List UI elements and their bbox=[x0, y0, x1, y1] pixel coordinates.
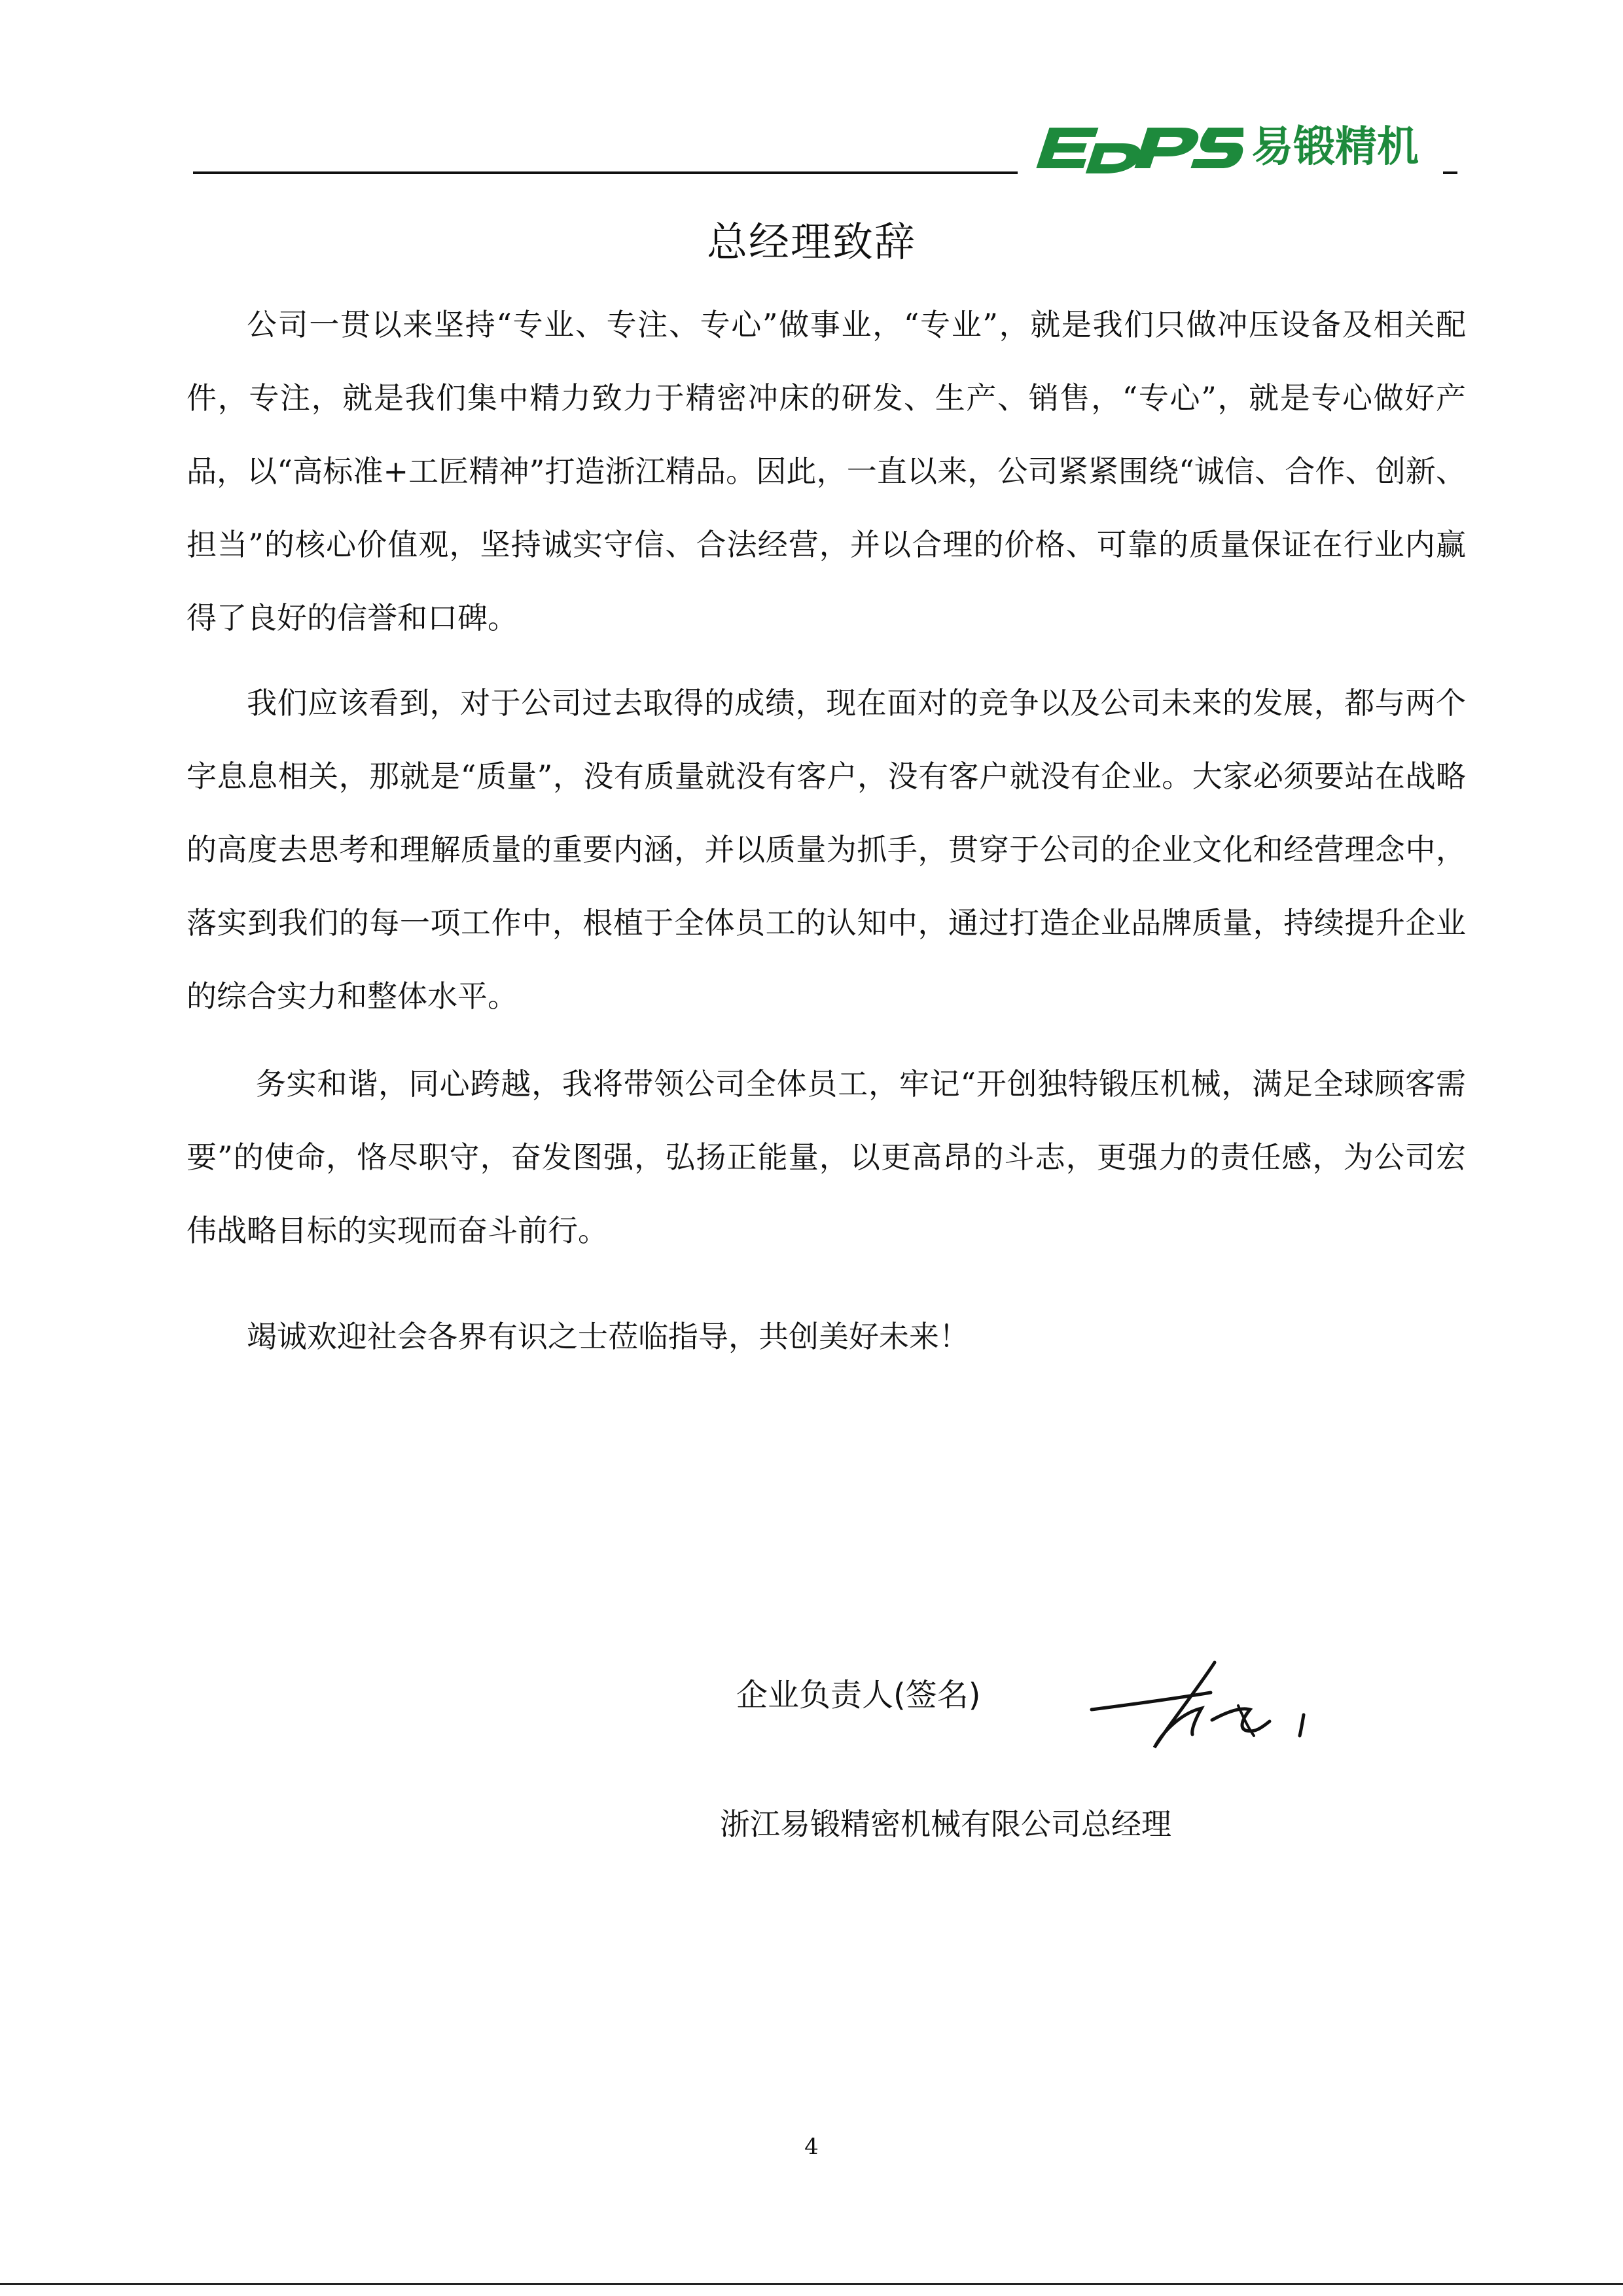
page-title: 总经理致辞 bbox=[706, 218, 916, 266]
letter-body bbox=[187, 288, 1466, 1373]
handwritten-signature bbox=[1086, 1649, 1322, 1754]
header-rule bbox=[193, 171, 1018, 174]
paragraph-4: 竭诚欢迎社会各界有识之士莅临指导，共创美好未来！ bbox=[247, 1319, 969, 1354]
paragraph-3: 务实和谐，同心跨越，我将带领公司全体员工，牢记“开创独特锻压机械，满足全球顾客需要”的使命，恪尽职守，奋发图强，弘扬正能量，以更高昂的斗志，更强力的责任感，为公司宏伟战略目标的实现而奋斗前行。 bbox=[187, 1066, 1466, 1248]
footer-rule bbox=[0, 2283, 1623, 2285]
paragraph-1: 公司一贯以来坚持“专业、专注、专心”做事业，“专业”，就是我们只做冲压设备及相关配件，专注，就是我们集中精力致力于精密冲床的研发、生产、销售，“专心”，就是专心做好产品，以“高标准+工匠精神”打造浙江精品。因此，一直以来，公司紧紧围绕“诚信、合作、创新、担当”的核心价值观，坚持诚实守信、合法经营，并以合理的价格、可靠的质量保证在行业内赢得了良好的信誉和口碑。 bbox=[187, 307, 1466, 636]
edps-logo-mark bbox=[1021, 115, 1243, 180]
signature-label: 企业负责人(签名) bbox=[736, 1677, 981, 1713]
company-name-logo-text: 易锻精机 bbox=[1251, 123, 1419, 171]
header-rule-tail bbox=[1443, 171, 1457, 174]
signatory-title: 浙江易锻精密机械有限公司总经理 bbox=[720, 1806, 1171, 1842]
paragraph-2: 我们应该看到，对于公司过去取得的成绩，现在面对的竞争以及公司未来的发展，都与两个字息息相关，那就是“质量”，没有质量就没有客户，没有客户就没有企业。大家必须要站在战略的高度去思考和理解质量的重要内涵，并以质量为抓手，贯穿于公司的企业文化和经营理念中，落实到我们的每一项工作中，根植于全体员工的认知中，通过打造企业品牌质量，持续提升企业的综合实力和整体水平。 bbox=[187, 685, 1466, 1014]
company-logo bbox=[1021, 115, 1440, 180]
page-number: 4 bbox=[804, 2134, 819, 2160]
